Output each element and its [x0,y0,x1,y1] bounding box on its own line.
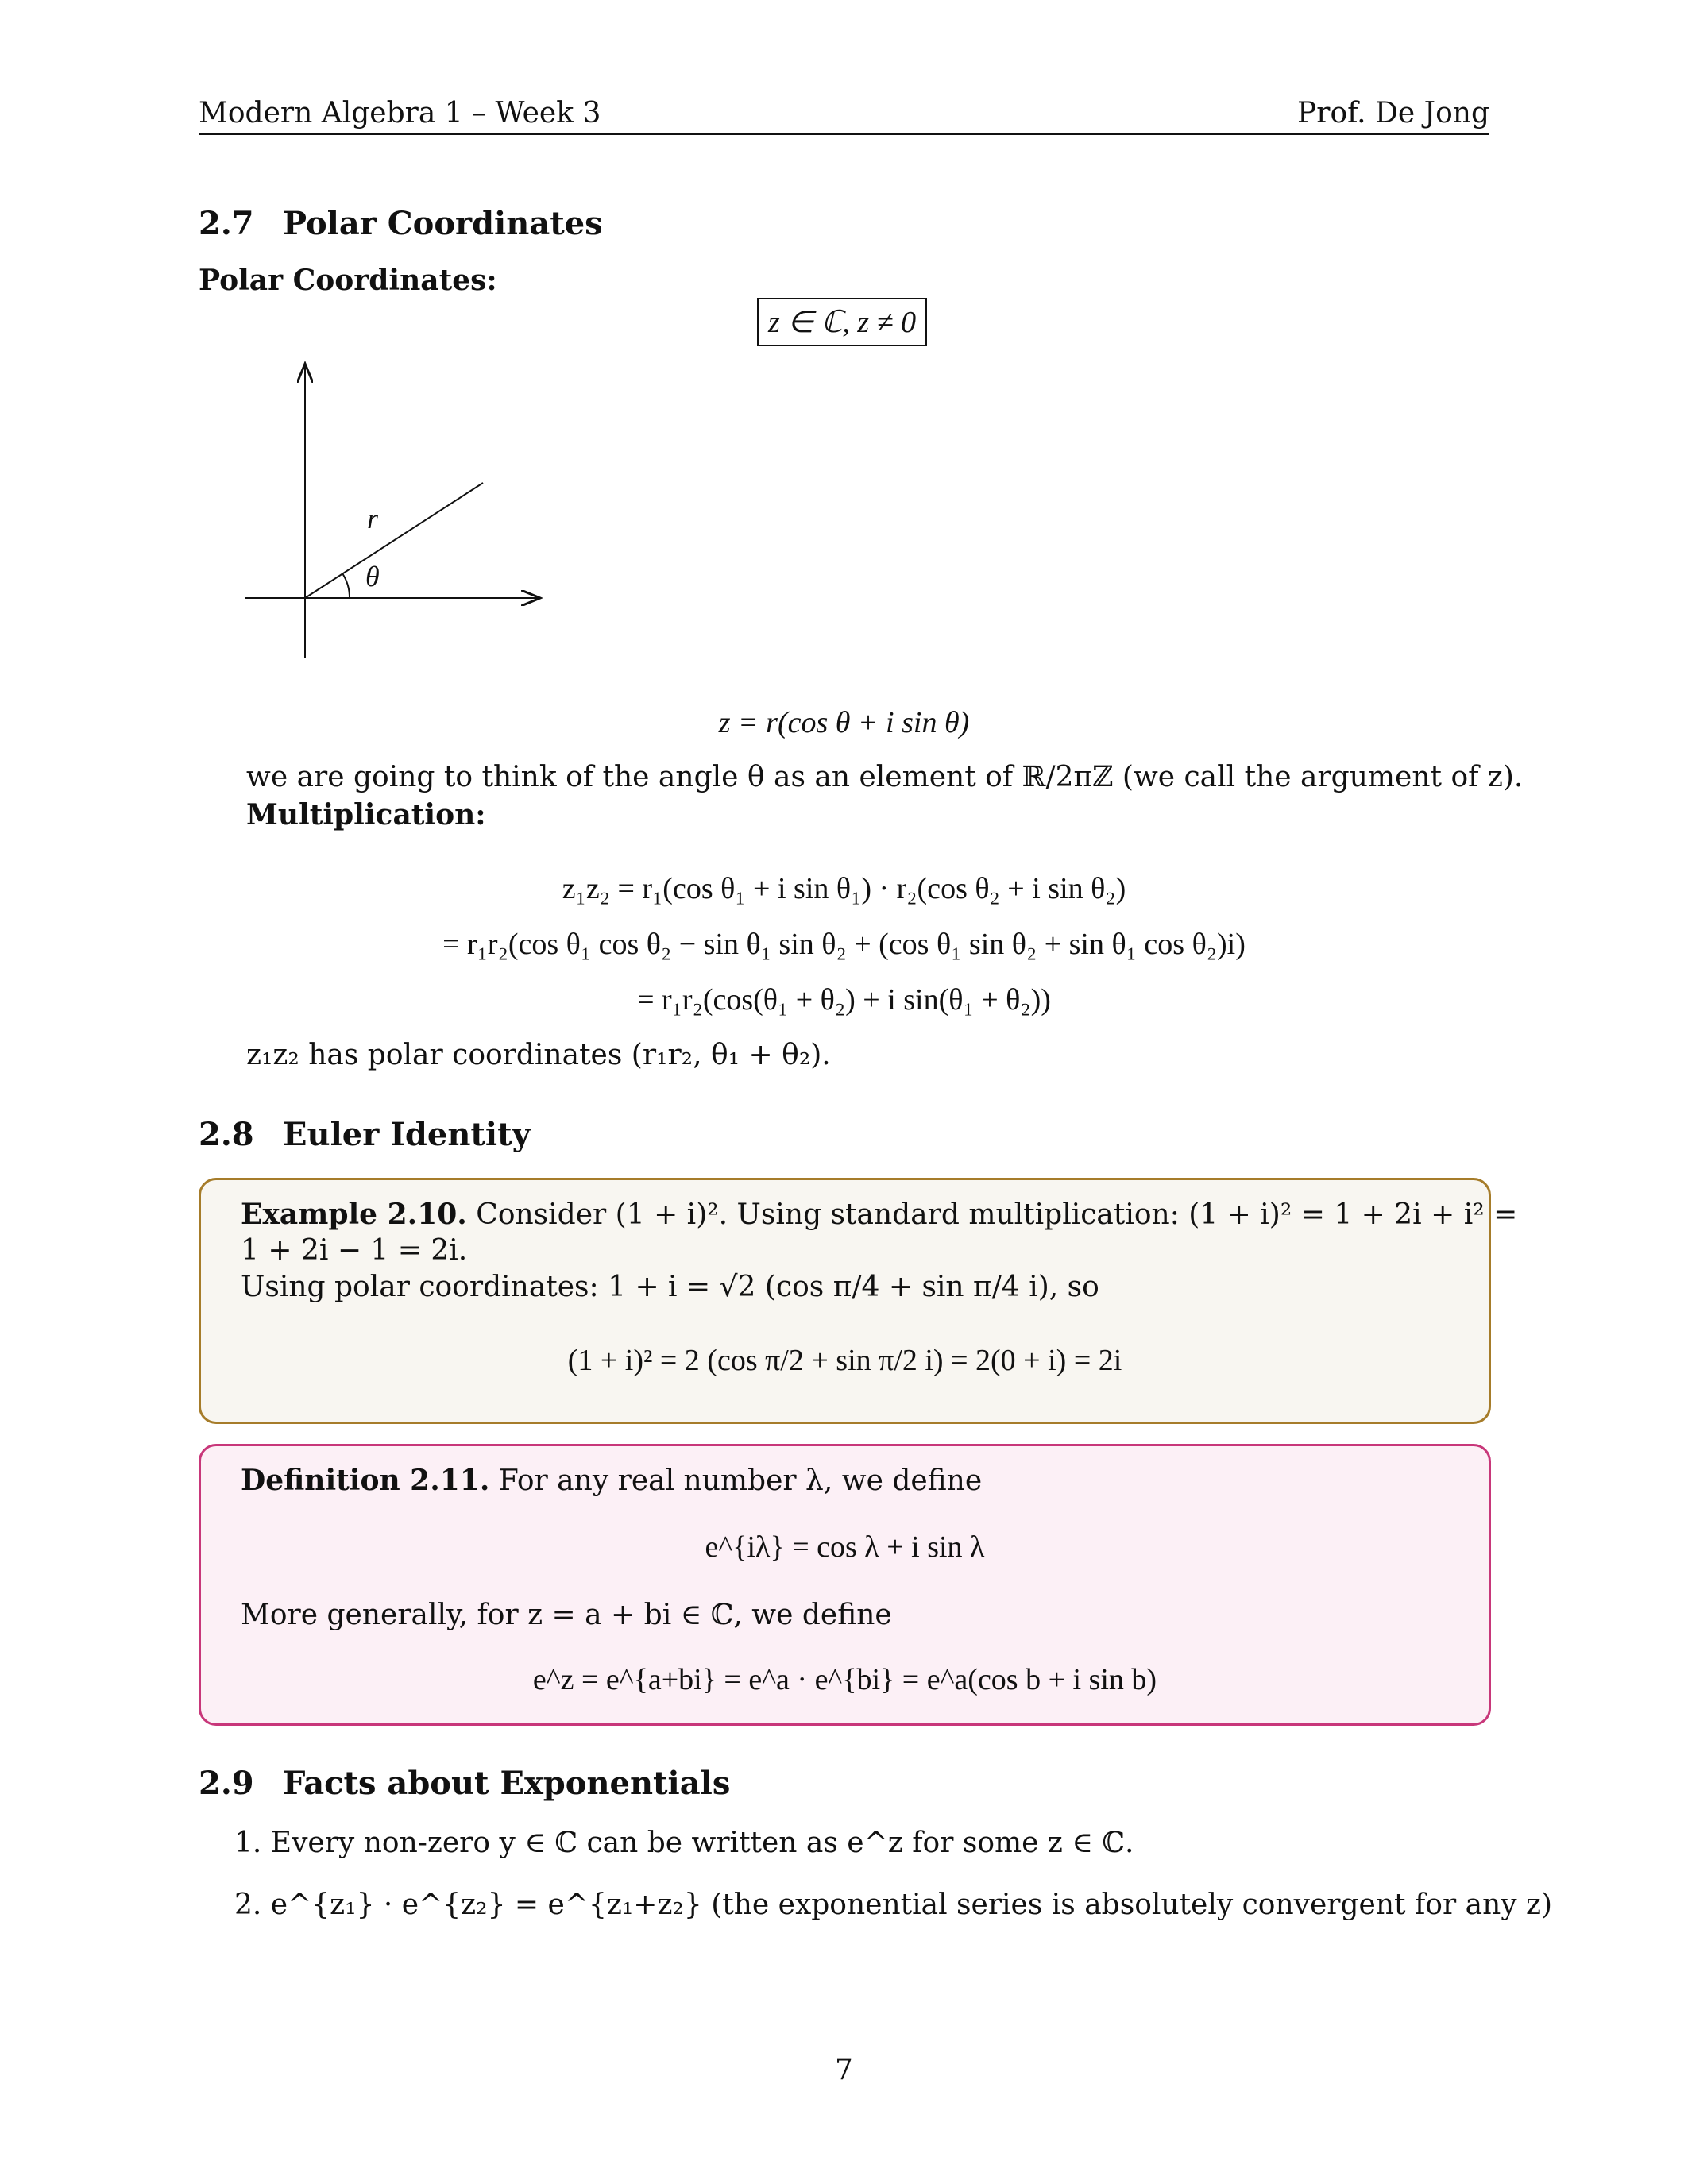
example-line-2: 1 + 2i − 1 = 2i. [241,1234,468,1267]
section-title: Euler Identity [283,1116,531,1153]
definition-equation-1: e^{iλ} = cos λ + i sin λ [705,1530,985,1564]
polar-result: z₁z₂ has polar coordinates (r₁r₂, θ₁ + θ₂). [246,1039,831,1071]
polar-diagram [238,357,556,667]
radius-line [305,483,483,598]
section-number: 2.9 [199,1765,254,1802]
mult-equation-3: = r₁r₂(cos(θ₁ + θ₂) + i sin(θ₁ + θ₂)) [637,983,1051,1017]
example-label: Example 2.10. [241,1198,467,1231]
definition-line-2: More generally, for z = a + bi ∈ ℂ, we define [241,1599,892,1631]
section-number: 2.8 [199,1116,254,1153]
multiplication-heading: Multiplication: [246,798,486,832]
boxed-condition: z ∈ ℂ, z ≠ 0 [757,298,927,346]
definition-line-1 [241,1464,982,1497]
section-number: 2.7 [199,205,254,242]
example-line-1 [241,1198,1517,1231]
page-number: 7 [835,2054,853,2086]
subheading-polar: Polar Coordinates: [199,264,497,297]
angle-note: we are going to think of the angle θ as an element of ℝ/2πℤ (we call the argument of z). [246,761,1524,793]
section-heading-2-7 [199,205,603,242]
section-heading-2-9 [199,1765,730,1802]
section-heading-2-8 [199,1116,531,1153]
header-left: Modern Algebra 1 – Week 3 [199,97,601,129]
example-box [199,1178,1518,1424]
header-rule [199,133,1489,135]
mult-equation-2: = r₁r₂(cos θ₁ cos θ₂ − sin θ₁ sin θ₂ + (cos θ₁ sin θ₂ + sin θ₁ cos θ₂)i) [442,928,1246,961]
definition-box [199,1444,1491,1726]
section-title: Facts about Exponentials [283,1765,731,1802]
angle-arc [342,573,350,598]
example-text-1: Consider (1 + i)². Using standard multiplication: (1 + i)² = 1 + 2i + i² = [476,1198,1518,1231]
header-right: Prof. De Jong [1297,97,1489,129]
label-r: r [367,503,379,534]
definition-label: Definition 2.11. [241,1464,490,1497]
example-line-3: Using polar coordinates: 1 + i = √2 (cos π/4 + sin π/4 i), so [241,1271,1099,1303]
list-item: 2. e^{z₁} · e^{z₂} = e^{z₁+z₂} (the exponential series is absolutely convergent for any z) [234,1889,1553,1921]
list-item: 1. Every non-zero y ∈ ℂ can be written as e^z for some z ∈ ℂ. [234,1827,1134,1859]
mult-equation-1: z₁z₂ = r₁(cos θ₁ + i sin θ₁) · r₂(cos θ₂ + i sin θ₂) [562,872,1126,905]
example-equation: (1 + i)² = 2 (cos π/2 + sin π/2 i) = 2(0 + i) = 2i [567,1344,1122,1377]
polar-form-equation: z = r(cos θ + i sin θ) [718,706,970,739]
definition-equation-2: e^z = e^{a+bi} = e^a · e^{bi} = e^a(cos b + i sin b) [532,1663,1157,1696]
section-title: Polar Coordinates [283,205,603,242]
definition-text-1: For any real number λ, we define [498,1464,983,1497]
label-theta: θ [365,561,380,592]
